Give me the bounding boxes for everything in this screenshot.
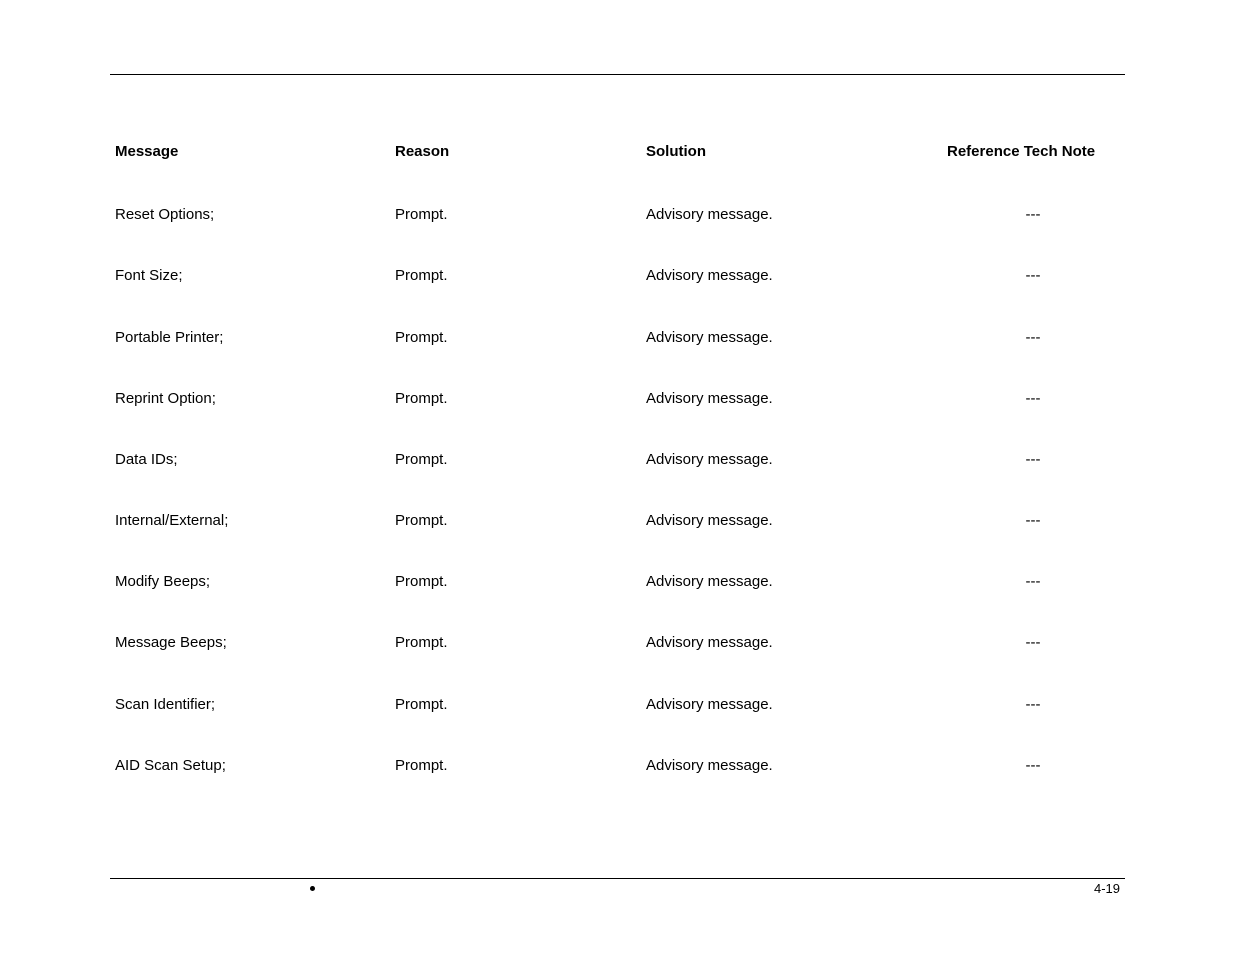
message-cell: Modify Beeps; xyxy=(115,573,211,590)
reason-cell: Prompt. xyxy=(395,451,448,468)
column-header-solution: Solution xyxy=(646,143,706,160)
solution-cell: Advisory message. xyxy=(646,512,773,529)
reference-cell: --- xyxy=(1025,451,1041,468)
message-cell: Scan Identifier; xyxy=(115,696,216,713)
reason-cell: Prompt. xyxy=(395,512,448,529)
column-header-reason: Reason xyxy=(395,143,450,160)
message-cell: AID Scan Setup; xyxy=(115,757,226,774)
reference-cell: --- xyxy=(1025,634,1041,651)
reason-cell: Prompt. xyxy=(395,696,448,713)
reason-cell: Prompt. xyxy=(395,206,448,223)
reason-cell: Prompt. xyxy=(395,329,448,346)
reason-cell: Prompt. xyxy=(395,573,448,590)
solution-cell: Advisory message. xyxy=(646,451,773,468)
reference-cell: --- xyxy=(1025,390,1041,407)
reference-cell: --- xyxy=(1025,267,1041,284)
solution-cell: Advisory message. xyxy=(646,390,773,407)
column-header-message: Message xyxy=(115,143,179,160)
message-cell: Portable Printer; xyxy=(115,329,224,346)
solution-cell: Advisory message. xyxy=(646,573,773,590)
solution-cell: Advisory message. xyxy=(646,757,773,774)
page-number: 4-19 xyxy=(1094,881,1121,896)
reference-cell: --- xyxy=(1025,512,1041,529)
solution-cell: Advisory message. xyxy=(646,634,773,651)
message-cell: Message Beeps; xyxy=(115,634,227,651)
bullet-icon xyxy=(310,886,315,891)
solution-cell: Advisory message. xyxy=(646,206,773,223)
solution-cell: Advisory message. xyxy=(646,696,773,713)
column-header-reference: Reference Tech Note xyxy=(947,143,1096,160)
reason-cell: Prompt. xyxy=(395,634,448,651)
reason-cell: Prompt. xyxy=(395,267,448,284)
reference-cell: --- xyxy=(1025,573,1041,590)
message-cell: Internal/External; xyxy=(115,512,229,529)
reason-cell: Prompt. xyxy=(395,390,448,407)
reference-cell: --- xyxy=(1025,206,1041,223)
reference-cell: --- xyxy=(1025,329,1041,346)
message-cell: Reprint Option; xyxy=(115,390,216,407)
reference-cell: --- xyxy=(1025,696,1041,713)
header-rule xyxy=(110,74,1125,75)
solution-cell: Advisory message. xyxy=(646,267,773,284)
reason-cell: Prompt. xyxy=(395,757,448,774)
footer-rule xyxy=(110,878,1125,879)
reference-cell: --- xyxy=(1025,757,1041,774)
solution-cell: Advisory message. xyxy=(646,329,773,346)
message-cell: Reset Options; xyxy=(115,206,215,223)
message-cell: Font Size; xyxy=(115,267,183,284)
message-cell: Data IDs; xyxy=(115,451,178,468)
